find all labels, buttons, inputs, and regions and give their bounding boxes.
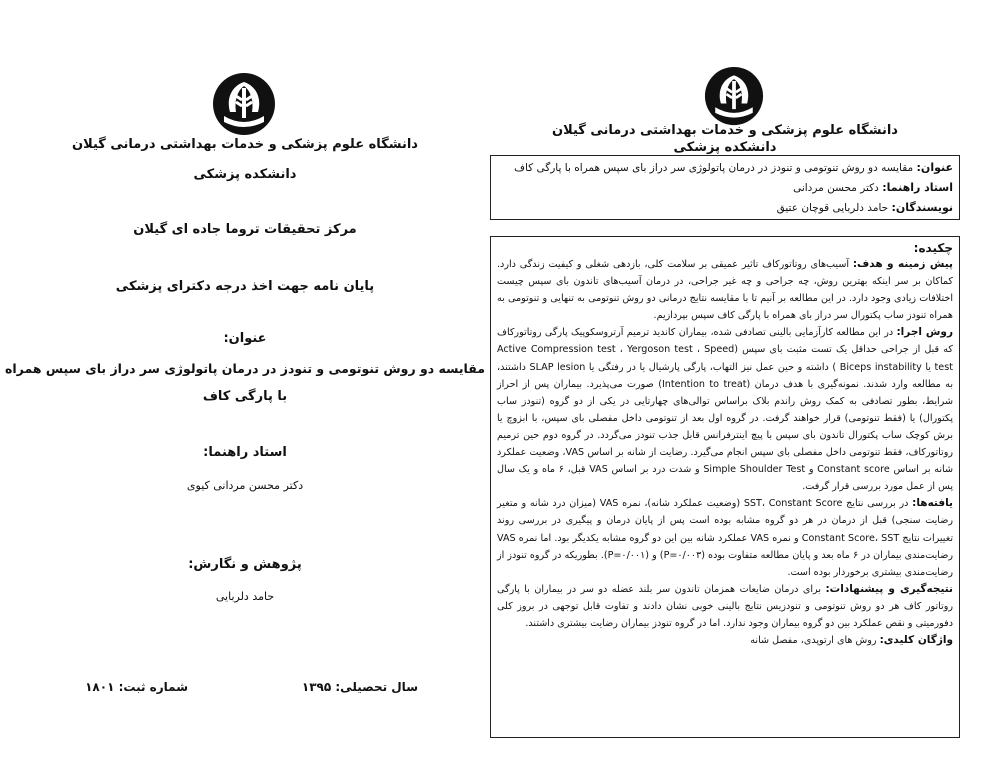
methods-text-a: در این مطالعه کارآزمایی بالینی تصادفی شده، بیماران کاندید ترمیم آرتروسکوپیک پارگی روتاتورکاف که قبل از جراحی حداقل یک تست مثبت بای سپس ( <box>497 327 953 356</box>
abstract-keywords <box>497 632 953 649</box>
university-name: دانشگاه علوم پزشکی و خدمات بهداشتی درمانی گیلان <box>72 137 418 152</box>
conclusion-label: نتیجه‌گیری و پیشنهادات: <box>825 582 953 595</box>
academic-year: سال تحصیلی: ۱۳۹۵ <box>301 680 418 694</box>
title-label: عنوان: <box>223 331 267 346</box>
abstract-findings <box>497 495 953 580</box>
faculty-name: دانشکده پزشکی <box>193 167 297 182</box>
info-supervisor-value: دکتر محسن مردانی <box>793 182 879 194</box>
university-emblem-icon <box>704 66 764 126</box>
methods-tests: Active Compression test ، Yergoson test ، Speed test <box>497 344 953 373</box>
conclusion-text: برای درمان ضایعات همزمان تاندون سر بلند عضله دو سر در بیماران با پارگی روتاتور کاف هر دو روش تنوتومی و تنودزیس نتایج بالینی خوبی نشان دادند و تفاوت قابل توجهی در بروز کلی دفورمیتی و نقص عملکرد بین دو گروه بیماران وجود ندارد. اما در گروه تنودز بیماران رضایت بیشتری داشتند. <box>497 583 953 629</box>
thesis-title-line1: مقایسه دو روش تنوتومی و تنودز در درمان پاتولوژی سر دراز بای سپس همراه <box>5 361 485 376</box>
keywords-text: روش های ارتوپدی، مفصل شانه <box>750 635 877 647</box>
abstract-page <box>490 0 1000 772</box>
research-label: پژوهش و نگارش: <box>188 557 302 572</box>
abstract-box <box>490 236 960 738</box>
info-supervisor-label: استاد راهنما: <box>882 181 953 194</box>
university-emblem-icon <box>212 72 276 136</box>
background-text: آسیب‌های روتاتورکاف تاثیر عمیقی بر سلامت کلی، بازدهی شغلی و کیفیت زندگی دارد. کماکان بر سر اینکه بهترین روش، چه جراحی و چه غیر جراحی، در درمان آسیب‌های تاندون بای سپس چیست اختلافات زیادی وجود دارد. در این مطالعه بر آنیم تا با مقایسه نتایج درمانی دو روش تنوتومی به تنهایی و تنوتومی به همراه تنودز ساب پکتورال سر دراز بای همراه با پارگی کاف سپس بپردازیم. <box>497 259 953 322</box>
abstract-heading: چکیده: <box>913 241 953 255</box>
methods-label: روش اجرا: <box>896 326 953 339</box>
researcher-name: حامد دلربایی <box>215 590 275 603</box>
background-label: پیش زمینه و هدف: <box>852 258 953 270</box>
thesis-purpose: پایان نامه جهت اخذ درجه دکترای پزشکی <box>115 279 375 294</box>
university-name: دانشگاه علوم پزشکی و خدمات بهداشتی درمانی گیلان <box>552 123 898 138</box>
findings-label: یافته‌ها: <box>912 497 953 510</box>
registration-number: شماره ثبت: ۱۸۰۱ <box>85 680 188 694</box>
methods-text-b: یا Biceps instability ) داشته و حین عمل نیز التهاب، پارگی پارشیال یا در رفتگی یا SLAP lesion داشتند، به مطالعه وارد شدند. نمونه‌گیری با هدف درمان (Intention to treat) صورت می‌پذیرد. بیماران پس از احراز شرایط، بطور تصادفی به کمک روش راندم بلاک براساس توالی‌های چهارتایی در یکی از دو گروه (تنودز ساب پکتورال) یا (فقط تنوتومی) قرار خواهند گرفت. در گروه اول بعد از تنوتومی داخل مفصلی بای سپس، با ابزوچ یا برش کوچک ساب پکتورال تاندون بای سپس با پیچ اینترفرانس قابل جذب تنودز می‌گردد. در گروه دوم حین ترمیم روتاتورکاف، فقط تنوتومی داخل مفصلی بای سپس انجام می‌گیرد. رضایت از شانه بر اساس VAS، وضعیت عملکرد شانه بر اساس Constant score و Simple Shoulder Test و شدت درد بر اساس VAS قبل، ۶ ماه و یک سال پس از عمل مورد بررسی قرار گرفت. <box>497 361 954 493</box>
thesis-info-box <box>490 155 960 220</box>
abstract-conclusion <box>497 581 953 632</box>
abstract-background <box>497 256 953 324</box>
abstract-methods <box>497 324 953 495</box>
info-authors-row <box>497 198 953 218</box>
info-supervisor-row <box>497 178 953 198</box>
info-title-row <box>497 158 953 178</box>
thesis-cover-page <box>0 0 490 772</box>
thesis-title-line2: با پارگی کاف <box>202 389 288 404</box>
info-title-value: مقایسه دو روش تنوتومی و تنودز در درمان پاتولوژی سر دراز بای سپس همراه با پارگی کاف <box>514 162 914 174</box>
supervisor-name: دکتر محسن مردانی کیوی <box>186 479 304 492</box>
info-title-label: عنوان: <box>916 161 953 174</box>
info-authors-value: حامد دلربایی قوچان عتیق <box>776 202 889 214</box>
info-authors-label: نویسندگان: <box>891 201 953 214</box>
research-center-name: مرکز تحقیقات تروما جاده ای گیلان <box>133 222 357 237</box>
supervisor-label: استاد راهنما: <box>203 445 287 460</box>
findings-text: در بررسی نتایج SST، Constant Score (وضعیت عملکرد شانه)، نمره VAS (میزان درد شانه و متغیر رضایت سنجی) قبل از درمان در هر دو گروه مشابه بوده است پس از پایان درمان و پیگیری در بررسی روند تغییرات نتایج Constant Score، SST و نمره VAS عملکرد شانه بین این دو گروه مشابه یکدیگر بود. اما نمره VAS رضایت‌مندی بیماران در ۶ ماه بعد و پایان مطالعه متفاوت بوده (P=۰/۰۰۳) و (P=۰/۰۰۱). بطوریکه در گروه تنودز از رضایت‌مندی بیشتری برخوردار بوده است. <box>497 498 954 578</box>
keywords-label: واژگان کلیدی: <box>879 634 953 647</box>
faculty-name: دانشکده پزشکی <box>673 140 777 155</box>
